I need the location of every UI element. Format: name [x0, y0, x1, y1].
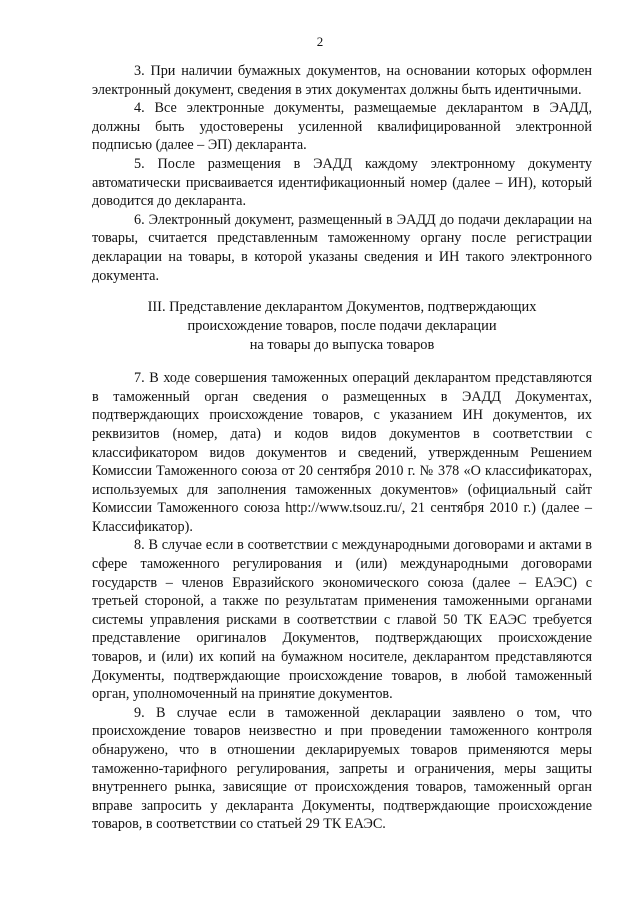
section-heading-line-2: происхождение товаров, после подачи декларации [187, 318, 497, 335]
paragraph-8: 8. В случае если в соответствии с международными договорами и актами в сфере таможенного регулирования и (или) международными договорами государств – членов Евразийского экономического союза (далее – ЕАЭС) с третьей стороной, а также по результатам применения таможенными органами системы управления рисками в соответствии с главой 50 ТК ЕАЭС требуется представление оригиналов Документов, подтверждающих происхождение товаров, и (или) их копий на бумажном носителе, декларантом представляются Документы, подтверждающие происхождение товаров, в любой таможенный орган, уполномоченный на принятие документов. [92, 537, 592, 703]
page-number: 2 [316, 34, 324, 49]
paragraph-9: 9. В случае если в таможенной декларации заявлено о том, что происхождение товаров неизвестно и при проведении таможенного контроля обнаружено, что в отношении декларируемых товаров применяются меры таможенно-тарифного регулирования, запреты и ограничения, меры защиты внутреннего рынка, зависящие от происхождения товаров, таможенный орган вправе запросить у декларанта Документы, подтверждающие происхождение товаров, в соответствии со статьей 29 ТК ЕАЭС. [92, 704, 592, 833]
paragraph-7: 7. В ходе совершения таможенных операций декларантом представляются в таможенный орган сведения о размещенных в ЭАДД Документах, подтверждающих происхождение товаров, с указанием ИН документов, их реквизитов (номер, дата) и кодов видов документов в соответствии с классификатором видов документов и сведений, утвержденным Решением Комиссии Таможенного союза от 20 сентября 2010 г. № 378 «О классификаторах, используемых для заполнения таможенных документов» (официальный сайт Комиссии Таможенного союза http://www.tsouz.ru/, 21 сентября 2010 г.) (далее – Классификатор). [92, 370, 592, 535]
paragraph-3: 3. При наличии бумажных документов, на основании которых оформлен электронный документ, сведения в этих документах должны быть идентичными. [92, 63, 592, 98]
section-heading [92, 298, 592, 355]
section-heading-line-3: на товары до выпуска товаров [249, 337, 435, 354]
document-body [92, 62, 592, 834]
paragraph-5: 5. После размещения в ЭАДД каждому электронному документу автоматически присваивается идентификационный номер (далее – ИН), который доводится до декларанта. [92, 155, 592, 210]
paragraph-6: 6. Электронный документ, размещенный в ЭАДД до подачи декларации на товары, считается представленным таможенному органу после регистрации декларации на товары, в которой указаны сведения и ИН такого электронного документа. [92, 211, 592, 284]
section-heading-line-1: III. Представление декларантом Документов, подтверждающих [147, 299, 537, 316]
paragraph-4: 4. Все электронные документы, размещаемые декларантом в ЭАДД, должны быть удостоверены усиленной квалифицированной электронной подписью (далее – ЭП) декларанта. [92, 100, 592, 154]
